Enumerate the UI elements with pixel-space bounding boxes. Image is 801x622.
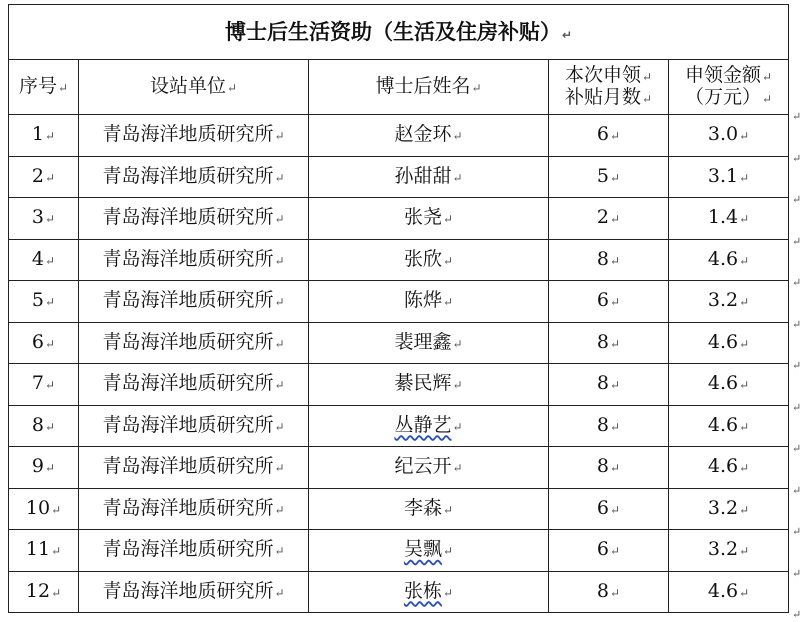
table-row bbox=[9, 405, 789, 447]
cell-months: 8↵ bbox=[549, 322, 669, 364]
cell-name: 张尧↵ bbox=[309, 198, 549, 240]
cell-months: 6↵ bbox=[549, 530, 669, 572]
cell-name: 裴理鑫↵ bbox=[309, 322, 549, 364]
cell-name: 李森↵ bbox=[309, 488, 549, 530]
table-row bbox=[9, 156, 789, 198]
cell-index: 10↵ bbox=[9, 488, 79, 530]
row-end-mark: ↵ bbox=[792, 400, 801, 414]
cell-months: 6↵ bbox=[549, 281, 669, 323]
cell-name: 陈烨↵ bbox=[309, 281, 549, 323]
table-title: 博士后生活资助（生活及住房补贴）↵ bbox=[9, 5, 789, 60]
table-row bbox=[9, 115, 789, 157]
row-end-mark: ↵ bbox=[792, 110, 801, 123]
subsidy-table bbox=[8, 4, 789, 613]
table-row bbox=[9, 364, 789, 406]
cell-unit: 青岛海洋地质研究所↵ bbox=[79, 239, 309, 281]
cell-unit: 青岛海洋地质研究所↵ bbox=[79, 405, 309, 447]
cell-name: 吴飘↵ bbox=[309, 530, 549, 572]
row-end-mark: ↵ bbox=[792, 276, 801, 289]
cell-months: 2↵ bbox=[549, 198, 669, 240]
cell-name: 张栋↵ bbox=[309, 571, 549, 613]
cell-months: 8↵ bbox=[549, 405, 669, 447]
row-end-mark: ↵ bbox=[792, 193, 801, 206]
header-amount: 申领金额↵ （万元）↵ bbox=[669, 60, 789, 115]
cell-amount: 4.6↵ bbox=[669, 239, 789, 281]
cell-amount: 4.6↵ bbox=[669, 405, 789, 447]
cell-amount: 3.2↵ bbox=[669, 488, 789, 530]
table-row bbox=[9, 239, 789, 281]
cell-amount: 3.2↵ bbox=[669, 530, 789, 572]
cell-name: 孙甜甜↵ bbox=[309, 156, 549, 198]
cell-amount: 4.6↵ bbox=[669, 322, 789, 364]
cell-months: 8↵ bbox=[549, 571, 669, 613]
cell-name: 赵金环↵ bbox=[309, 115, 549, 157]
cell-amount: 4.6↵ bbox=[669, 447, 789, 489]
row-end-mark: ↵ bbox=[792, 483, 801, 497]
header-unit: 设站单位↵ bbox=[79, 60, 309, 115]
cell-index: 8↵ bbox=[9, 405, 79, 447]
cell-months: 5↵ bbox=[549, 156, 669, 198]
table-row bbox=[9, 571, 789, 613]
cell-name: 纪云开↵ bbox=[309, 447, 549, 489]
cell-name: 丛静艺↵ bbox=[309, 405, 549, 447]
cell-name: 綦民辉↵ bbox=[309, 364, 549, 406]
cell-months: 6↵ bbox=[549, 488, 669, 530]
row-end-mark: ↵ bbox=[792, 151, 801, 165]
table-row bbox=[9, 322, 789, 364]
cell-index: 7↵ bbox=[9, 364, 79, 406]
cell-unit: 青岛海洋地质研究所↵ bbox=[79, 198, 309, 240]
row-end-mark: ↵ bbox=[792, 442, 801, 455]
row-end-mark: ↵ bbox=[792, 234, 801, 248]
header-row bbox=[9, 60, 789, 115]
table-row bbox=[9, 488, 789, 530]
cell-index: 6↵ bbox=[9, 322, 79, 364]
cell-unit: 青岛海洋地质研究所↵ bbox=[79, 322, 309, 364]
cell-index: 5↵ bbox=[9, 281, 79, 323]
cell-months: 6↵ bbox=[549, 115, 669, 157]
row-end-mark: ↵ bbox=[792, 317, 801, 331]
table-row bbox=[9, 530, 789, 572]
cell-amount: 4.6↵ bbox=[669, 364, 789, 406]
row-end-mark: ↵ bbox=[792, 608, 801, 621]
cell-amount: 3.2↵ bbox=[669, 281, 789, 323]
cell-index: 4↵ bbox=[9, 239, 79, 281]
cell-amount: 3.0↵ bbox=[669, 115, 789, 157]
cell-unit: 青岛海洋地质研究所↵ bbox=[79, 156, 309, 198]
cell-months: 8↵ bbox=[549, 447, 669, 489]
cell-unit: 青岛海洋地质研究所↵ bbox=[79, 571, 309, 613]
table-row bbox=[9, 198, 789, 240]
row-end-mark: ↵ bbox=[792, 566, 801, 580]
row-end-mark: ↵ bbox=[792, 359, 801, 372]
cell-index: 9↵ bbox=[9, 447, 79, 489]
cell-index: 1↵ bbox=[9, 115, 79, 157]
cell-amount: 4.6↵ bbox=[669, 571, 789, 613]
table-row bbox=[9, 281, 789, 323]
cell-amount: 1.4↵ bbox=[669, 198, 789, 240]
cell-unit: 青岛海洋地质研究所↵ bbox=[79, 364, 309, 406]
cell-months: 8↵ bbox=[549, 239, 669, 281]
header-index: 序号↵ bbox=[9, 60, 79, 115]
row-end-mark: ↵ bbox=[792, 525, 801, 538]
cell-index: 3↵ bbox=[9, 198, 79, 240]
cell-unit: 青岛海洋地质研究所↵ bbox=[79, 530, 309, 572]
cell-unit: 青岛海洋地质研究所↵ bbox=[79, 488, 309, 530]
header-months: 本次申领↵ 补贴月数↵ bbox=[549, 60, 669, 115]
cell-index: 11↵ bbox=[9, 530, 79, 572]
cell-name: 张欣↵ bbox=[309, 239, 549, 281]
cell-months: 8↵ bbox=[549, 364, 669, 406]
cell-unit: 青岛海洋地质研究所↵ bbox=[79, 115, 309, 157]
cell-amount: 3.1↵ bbox=[669, 156, 789, 198]
header-name: 博士后姓名↵ bbox=[309, 60, 549, 115]
cell-index: 12↵ bbox=[9, 571, 79, 613]
cell-index: 2↵ bbox=[9, 156, 79, 198]
cell-unit: 青岛海洋地质研究所↵ bbox=[79, 447, 309, 489]
table-row bbox=[9, 447, 789, 489]
cell-unit: 青岛海洋地质研究所↵ bbox=[79, 281, 309, 323]
